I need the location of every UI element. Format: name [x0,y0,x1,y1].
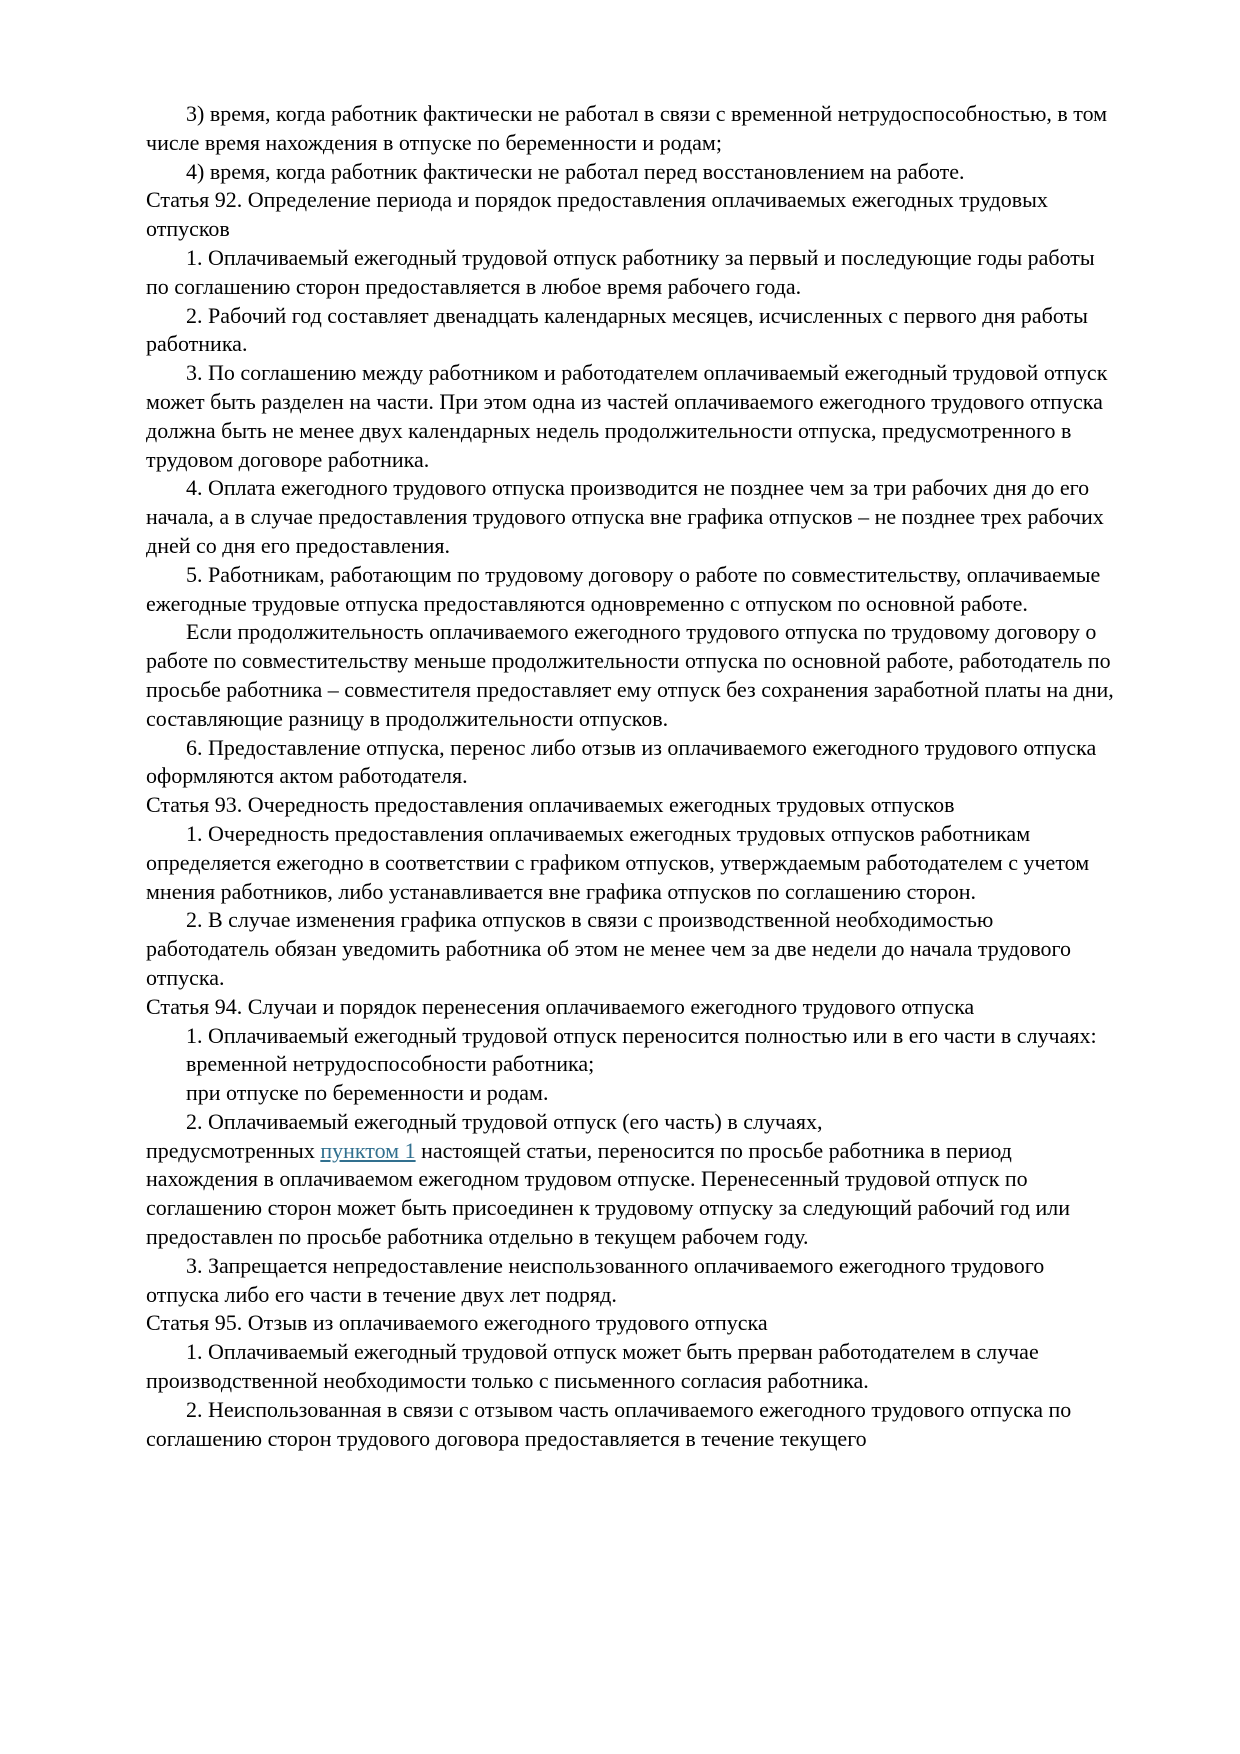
paragraph: 3. По соглашению между работником и работодателем оплачиваемый ежегодный трудовой отпуск может быть разделен на части. При этом одна из частей оплачиваемого ежегодного трудового отпуска должна быть не менее двух календарных недель продолжительности отпуска, предусмотренного в трудовом договоре работника. [146,360,1108,472]
paragraph: 4. Оплата ежегодного трудового отпуска производится не позднее чем за три рабочих дня до его начала, а в случае предоставления трудового отпуска вне графика отпусков – не позднее трех рабочих дней со дня его предоставления. [146,475,1104,558]
paragraph: 1. Очередность предоставления оплачиваемых ежегодных трудовых отпусков работникам определяется ежегодно в соответствии с графиком отпусков, утверждаемым работодателем с учетом мнения работников, либо устанавливается вне графика отпусков по соглашению сторон. [146,820,1090,904]
article-heading-95: Статья 95. Отзыв из оплачиваемого ежегодного трудового отпуска [146,1310,768,1336]
paragraph: 3) время, когда работник фактически не работал в связи с временной нетрудоспособностью, в том числе время нахождения в отпуске по беременности и родам; [146,101,1108,155]
paragraph: 2. Неиспользованная в связи с отзывом часть оплачиваемого ежегодного трудового отпуска по соглашению сторон трудового договора предоставляется в течение текущего [146,1396,1072,1451]
article-heading-92: Статья 92. Определение периода и порядок предоставления оплачиваемых ежегодных трудовых отпусков [146,187,1048,242]
link-punkt-1[interactable]: пунктом 1 [320,1137,416,1163]
paragraph: 6. Предоставление отпуска, перенос либо отзыв из оплачиваемого ежегодного трудового отпуска оформляются актом работодателя. [146,734,1097,789]
paragraph: 2. В случае изменения графика отпусков в связи с производственной необходимостью работодатель обязан уведомить работника об этом не менее чем за две недели до начала трудового отпуска. [146,907,1072,990]
paragraph: 2. Рабочий год составляет двенадцать календарных месяцев, исчисленных с первого дня работы работника. [146,302,1088,357]
paragraph-text-segment: предусмотренных [146,1137,321,1163]
paragraph: 3. Запрещается непредоставление неиспользованного оплачиваемого ежегодного трудового отпуска либо его части в течение двух лет подряд. [146,1252,1045,1307]
article-heading-94: Статья 94. Случаи и порядок перенесения оплачиваемого ежегодного трудового отпуска [146,993,975,1019]
paragraph-text-segment: 2. Оплачиваемый ежегодный трудовой отпуск (его часть) в случаях, [186,1108,823,1134]
paragraph: 4) время, когда работник фактически не работал перед восстановлением на работе. [186,158,965,184]
paragraph: 1. Оплачиваемый ежегодный трудовой отпуск переносится полностью или в его части в случаях: [186,1022,1097,1048]
paragraph: 5. Работникам, работающим по трудовому договору о работе по совместительству, оплачиваемые ежегодные трудовые отпуска предоставляются одновременно с отпуском по основной работе. [146,561,1101,616]
paragraph: временной нетрудоспособности работника; [186,1051,595,1077]
paragraph: при отпуске по беременности и родам. [186,1080,549,1106]
article-heading-93: Статья 93. Очередность предоставления оплачиваемых ежегодных трудовых отпусков [146,792,955,818]
paragraph: 1. Оплачиваемый ежегодный трудовой отпуск работнику за первый и последующие годы работы по соглашению сторон предоставляется в любое время рабочего года. [146,244,1095,299]
paragraph-with-link [146,1108,1116,1252]
paragraph-text-segment: настоящей статьи, переносится по просьбе работника в период нахождения в оплачиваемом ежегодном трудовом отпуске. Перенесенный трудовой отпуск по соглашению сторон может быть присоединен к трудовому отпуску за следующий рабочий год или предоставлен по просьбе работника отдельно в текущем рабочем году. [146,1137,1070,1250]
paragraph: 1. Оплачиваемый ежегодный трудовой отпуск может быть прерван работодателем в случае производственной необходимости только с письменного согласия работника. [146,1339,1039,1394]
paragraph: Если продолжительность оплачиваемого ежегодного трудового отпуска по трудовому договору о работе по совместительству меньше продолжительности отпуска по основной работе, работодатель по просьбе работника – совместителя предоставляет ему отпуск без сохранения заработной платы на дни, составляющие разницу в продолжительности отпусков. [146,619,1114,731]
